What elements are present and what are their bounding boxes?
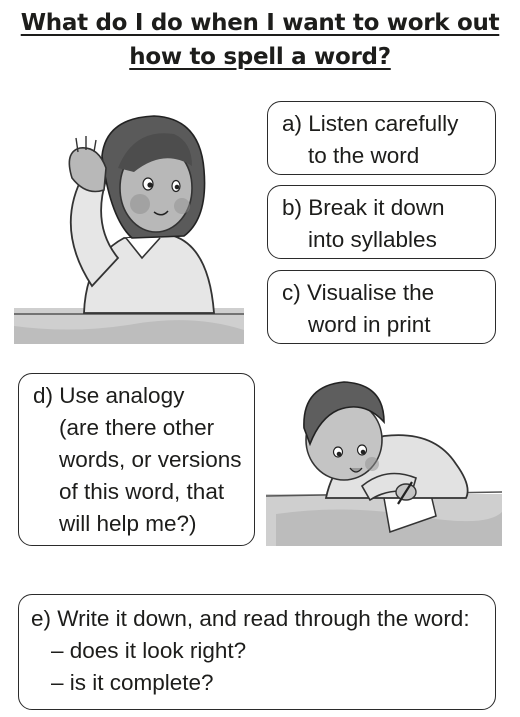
title-line-1: What do I do when I want to work out [20, 10, 500, 36]
title-line-2: how to spell a word? [129, 44, 391, 70]
boy-writing-illustration [266, 366, 506, 546]
step-c-line-1: c) Visualise the [282, 280, 435, 305]
step-e-line-1: e) Write it down, and read through the word: [31, 606, 470, 631]
step-d-box [18, 373, 255, 546]
girl-listening-illustration [14, 108, 264, 348]
step-d-line-5: will help me?) [59, 511, 197, 536]
step-b-box [267, 185, 496, 259]
step-e-line-2: – does it look right? [51, 638, 247, 663]
step-b-line-1: b) Break it down [282, 195, 445, 220]
step-b-line-2: into syllables [308, 227, 437, 252]
step-d-line-2: (are there other [59, 415, 215, 440]
page-title [0, 6, 520, 74]
step-e-box [18, 594, 496, 710]
step-a-line-1: a) Listen carefully [282, 111, 459, 136]
step-d-line-4: of this word, that [59, 479, 225, 504]
step-d-line-1: d) Use analogy [33, 383, 185, 408]
step-a-box [267, 101, 496, 175]
step-d-line-3: words, or versions [59, 447, 242, 472]
step-c-line-2: word in print [308, 312, 431, 337]
step-e-line-3: – is it complete? [51, 670, 214, 695]
step-c-box [267, 270, 496, 344]
step-a-line-2: to the word [308, 143, 420, 168]
